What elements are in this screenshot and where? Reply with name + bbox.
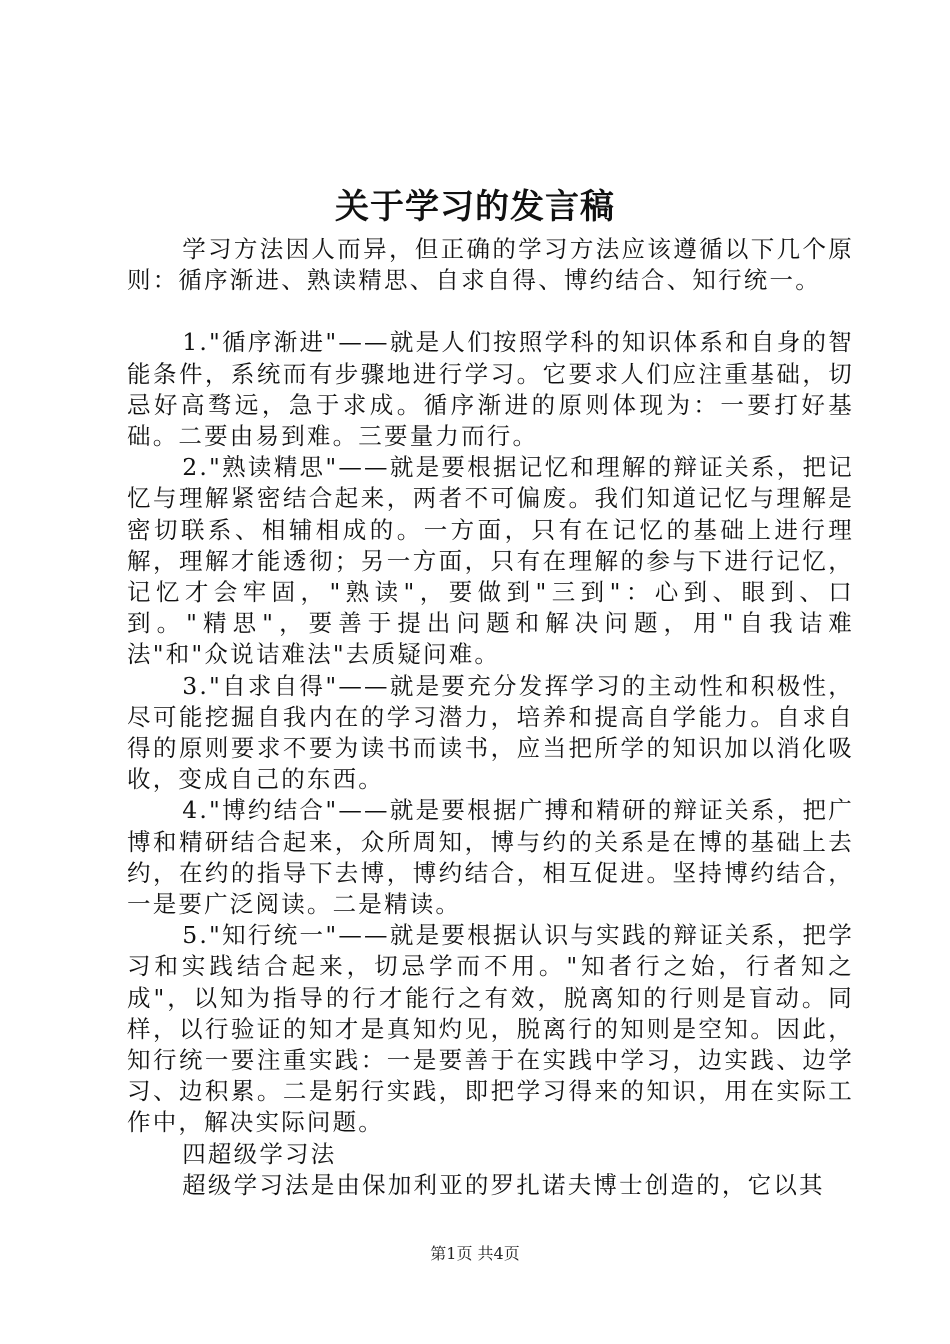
paragraph-principle-3: 3."自求自得"——就是要充分发挥学习的主动性和积极性，尽可能挖掘自我内在的学习潜力，培养和提高自学能力。自求自得的原则要求不要为读书而读书，应当把所学的知识加以消化吸收，变成自己的东西。 — [127, 671, 854, 794]
document-body — [127, 234, 854, 1201]
paragraph-principle-4: 4."博约结合"——就是要根据广搏和精研的辩证关系，把广博和精研结合起来，众所周知，博与约的关系是在博的基础上去约，在约的指导下去博，博约结合，相互促进。坚持博约结合，一是要广泛阅读。二是精读。 — [127, 796, 854, 919]
paragraph-super-learning: 超级学习法是由保加利亚的罗扎诺夫博士创造的，它以其 — [182, 1170, 825, 1199]
paragraph-principle-5: 5."知行统一"——就是要根据认识与实践的辩证关系，把学习和实践结合起来，切忌学而不用。"知者行之始，行者知之成"，以知为指导的行才能行之有效，脱离知的行则是盲动。同样，以行验证的知才是真知灼见，脱离行的知则是空知。因此，知行统一要注重实践：一是要善于在实践中学习，边实践、边学习、边积累。二是躬行实践，即把学习得来的知识，用在实际工作中，解决实际问题。 — [127, 921, 854, 1137]
page-indicator: 第1页 共4页 — [430, 1244, 520, 1263]
section-heading: 四超级学习法 — [182, 1139, 337, 1168]
paragraph-principle-1: 1."循序渐进"——就是人们按照学科的知识体系和自身的智能条件，系统而有步骤地进行学习。它要求人们应注重基础，切忌好高骛远，急于求成。循序渐进的原则体现为：一要打好基础。二要由易到难。三要量力而行。 — [127, 328, 854, 451]
paragraph-intro: 学习方法因人而异，但正确的学习方法应该遵循以下几个原则：循序渐进、熟读精思、自求自得、博约结合、知行统一。 — [127, 235, 854, 295]
paragraph-principle-2: 2."熟读精思"——就是要根据记忆和理解的辩证关系，把记忆与理解紧密结合起来，两者不可偏废。我们知道记忆与理解是密切联系、相辅相成的。一方面，只有在记忆的基础上进行理解，理解才能透彻；另一方面，只有在理解的参与下进行记忆，记忆才会牢固，"熟读"，要做到"三到"：心到、眼到、口到。"精思"，要善于提出问题和解决问题，用"自我诘难法"和"众说诘难法"去质疑问难。 — [127, 453, 854, 669]
document-title: 关于学习的发言稿 — [335, 187, 615, 227]
